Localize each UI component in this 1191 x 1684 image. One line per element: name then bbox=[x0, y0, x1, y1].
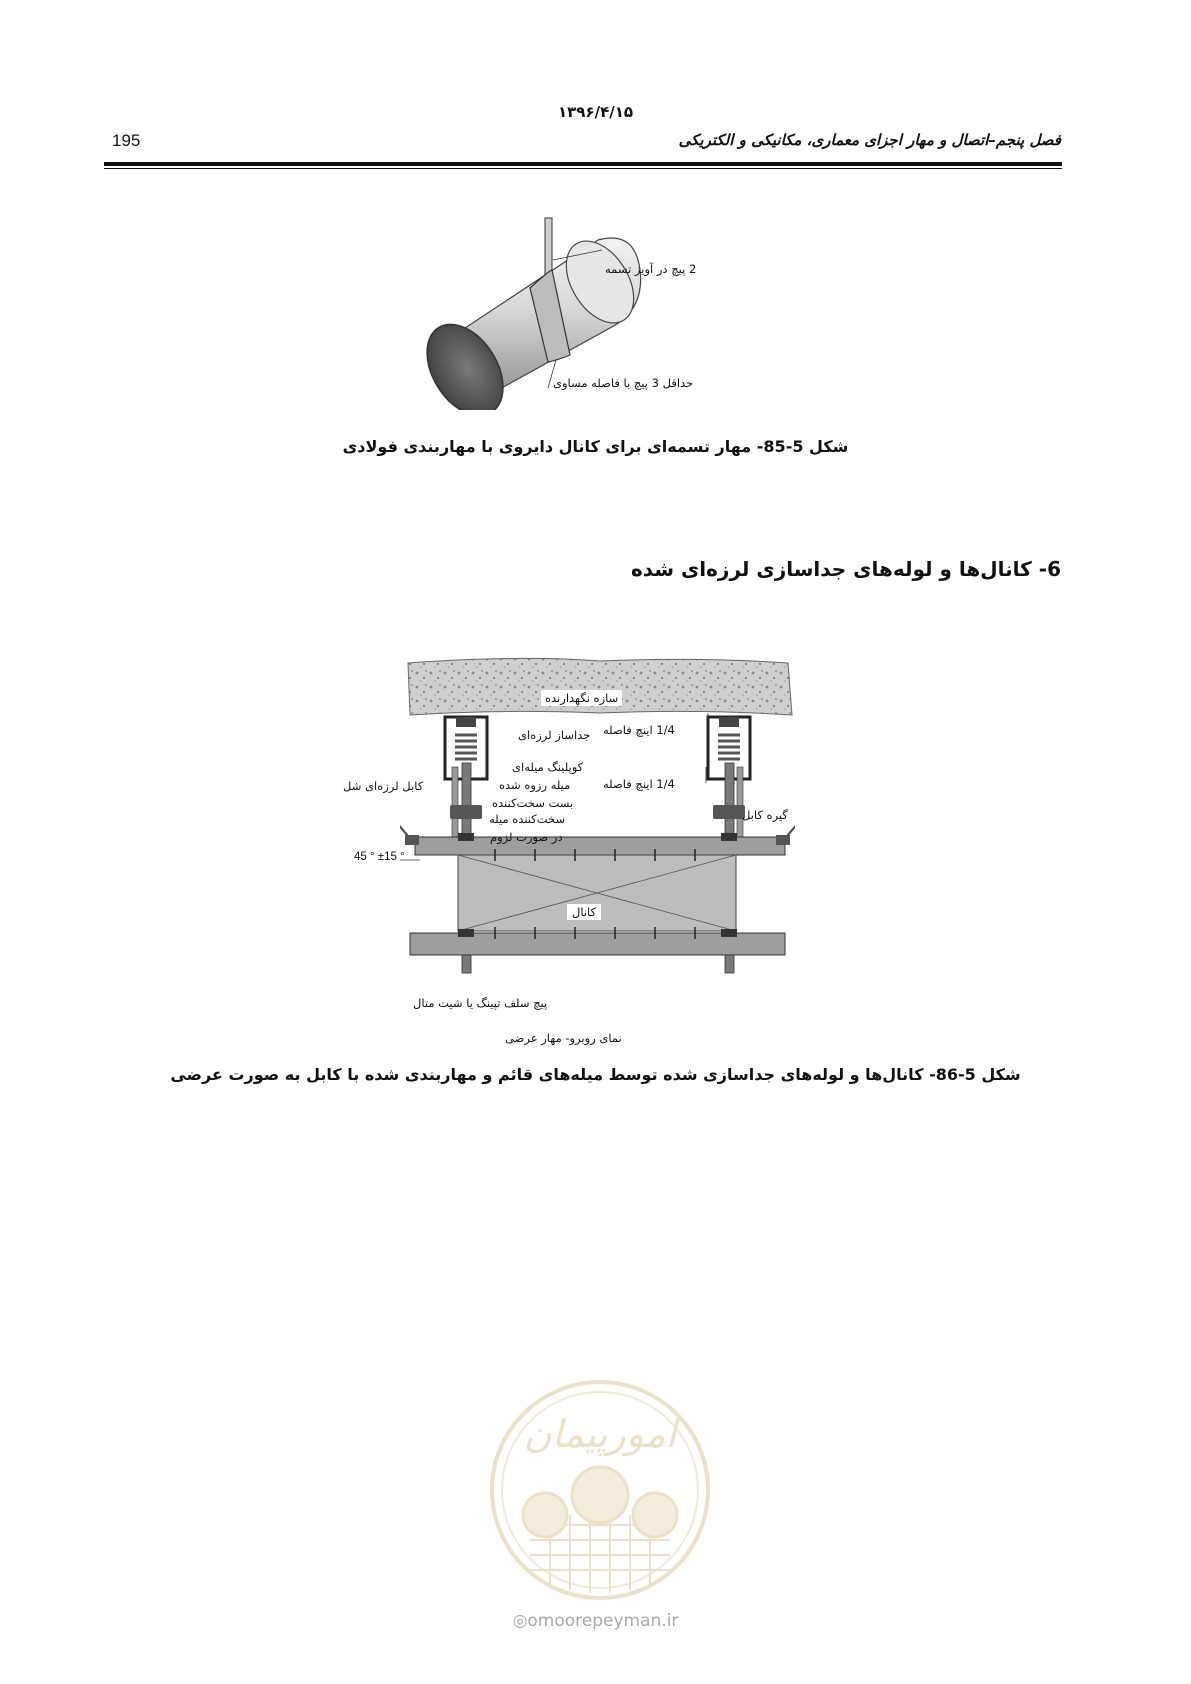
watermark-logo bbox=[485, 1375, 715, 1605]
hanger-strap bbox=[545, 218, 552, 276]
header-rule-thick bbox=[104, 162, 1062, 166]
fig86-caption: شکل 5-86- کانال‌ها و لوله‌های جداسازی شده توسط میله‌های قائم و مهاربندی شده با کابل به صورت عرضی bbox=[170, 1065, 1021, 1084]
header-rule-thin bbox=[104, 168, 1062, 169]
label-isolator: جداساز لرزه‌ای bbox=[518, 728, 591, 742]
page-number: 195 bbox=[112, 131, 141, 150]
fig85-label-bottom: حداقل 3 پیچ با فاصله مساوی bbox=[553, 376, 694, 390]
label-view: نمای روبرو- مهار عرضی bbox=[505, 1031, 622, 1045]
label-angle: 45 ° ±15 ° bbox=[354, 851, 405, 863]
concrete-slab bbox=[408, 658, 792, 715]
watermark-at-icon: ◎ bbox=[512, 1611, 528, 1631]
label-gap-top: 1/4 اینچ فاصله bbox=[603, 723, 675, 737]
header-date: ۱۳۹۶/۴/۱۵ bbox=[557, 103, 634, 121]
label-slack-cable: کابل لرزه‌ای شل bbox=[343, 779, 424, 793]
label-duct: کانال bbox=[567, 904, 601, 920]
label-if-needed: در صورت لزوم bbox=[490, 830, 563, 844]
fig85-caption: شکل 5-85- مهار تسمه‌ای برای کانال دایروی با مهاربندی فولادی bbox=[342, 437, 849, 456]
fig85-label-top: 2 پیچ در آویز تسمه bbox=[605, 262, 697, 276]
label-threaded-rod: میله رزوه شده bbox=[499, 778, 571, 792]
chapter-title: فصل پنجم–اتصال و مهار اجزای معماری، مکانیکی و الکتریکی bbox=[678, 131, 1061, 149]
label-stiffener-clamp: بست سخت‌کننده bbox=[492, 796, 574, 810]
label-cable-clamp: گیره کابل bbox=[742, 808, 788, 822]
label-structure: سازه نگهدارنده bbox=[541, 690, 622, 706]
watermark-url-text: omoorepeyman.ir bbox=[527, 1611, 679, 1631]
watermark-url bbox=[0, 1611, 1191, 1631]
label-rod-coupling: کوپلینگ میله‌ای bbox=[512, 760, 584, 774]
section-heading: 6- کانال‌ها و لوله‌های جداسازی لرزه‌ای شده bbox=[630, 557, 1061, 581]
label-rod-stiffener: سخت‌کننده میله bbox=[489, 812, 566, 826]
watermark-logo-text: امورپیمان bbox=[523, 1412, 677, 1456]
label-gap-bottom: 1/4 اینچ فاصله bbox=[603, 777, 675, 791]
label-screw: پیچ سلف تپینگ یا شیت متال bbox=[413, 996, 548, 1010]
